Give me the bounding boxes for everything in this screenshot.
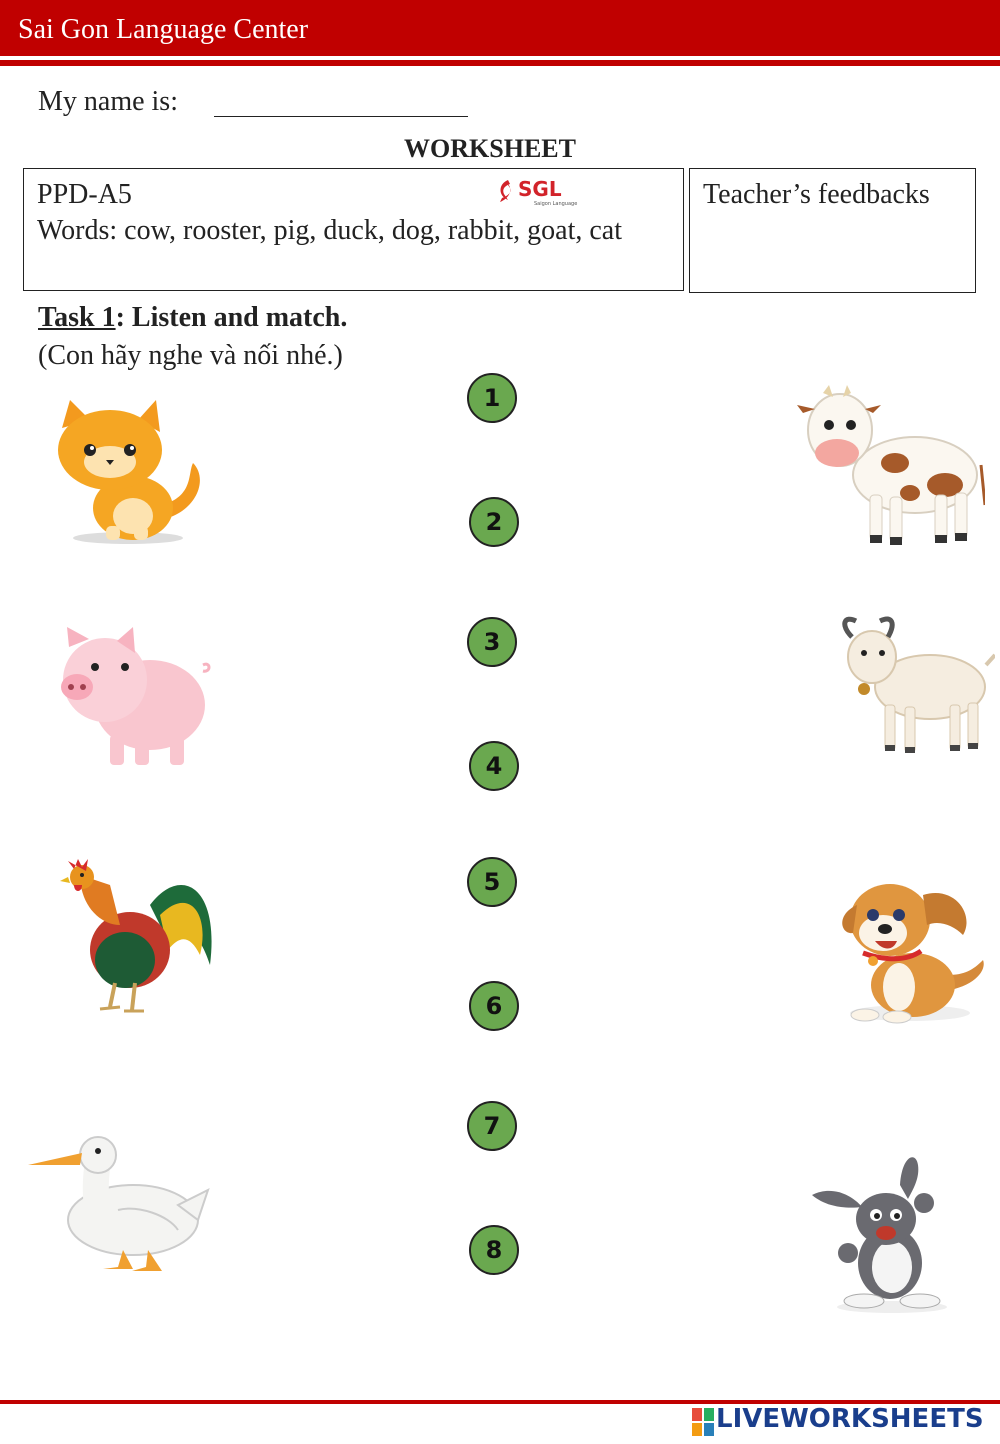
name-blank-line[interactable] bbox=[214, 116, 468, 117]
pig-image[interactable] bbox=[55, 625, 215, 770]
match-number-3[interactable]: 3 bbox=[467, 617, 517, 667]
cat-image[interactable] bbox=[48, 398, 208, 548]
rabbit-image[interactable] bbox=[812, 1155, 970, 1315]
goat-image[interactable] bbox=[830, 615, 995, 755]
footer-brand[interactable]: LIVEWORKSHEETS bbox=[716, 1404, 984, 1434]
duck-image[interactable] bbox=[28, 1135, 213, 1275]
dog-image[interactable] bbox=[835, 875, 990, 1025]
match-number-6[interactable]: 6 bbox=[469, 981, 519, 1031]
task-subtitle: (Con hãy nghe và nối nhé.) bbox=[38, 340, 343, 371]
cow-image[interactable] bbox=[795, 385, 985, 550]
match-number-8[interactable]: 8 bbox=[469, 1225, 519, 1275]
logo-subtext: Saigon Language bbox=[534, 201, 578, 207]
match-number-7[interactable]: 7 bbox=[467, 1101, 517, 1151]
task-title bbox=[38, 302, 347, 334]
name-label: My name is: bbox=[38, 86, 178, 117]
feedback-box[interactable] bbox=[689, 168, 976, 293]
worksheet-title: WORKSHEET bbox=[404, 134, 576, 163]
feedback-label: Teacher’s feedbacks bbox=[703, 179, 930, 210]
match-number-4[interactable]: 4 bbox=[469, 741, 519, 791]
header-title: Sai Gon Language Center bbox=[18, 14, 309, 45]
sgl-logo bbox=[494, 174, 594, 208]
liveworksheets-logo-icon bbox=[692, 1408, 714, 1436]
info-box bbox=[23, 168, 684, 291]
task-instruction: : Listen and match. bbox=[115, 302, 348, 333]
rooster-image[interactable] bbox=[60, 855, 220, 1015]
task-number: Task 1 bbox=[38, 302, 116, 333]
match-number-2[interactable]: 2 bbox=[469, 497, 519, 547]
word-list: Words: cow, rooster, pig, duck, dog, rabbit, goat, cat bbox=[37, 215, 623, 246]
header-divider bbox=[0, 60, 1000, 66]
lesson-code: PPD-A5 bbox=[37, 179, 132, 210]
match-number-1[interactable]: 1 bbox=[467, 373, 517, 423]
match-number-5[interactable]: 5 bbox=[467, 857, 517, 907]
logo-text: SGL bbox=[518, 177, 562, 201]
